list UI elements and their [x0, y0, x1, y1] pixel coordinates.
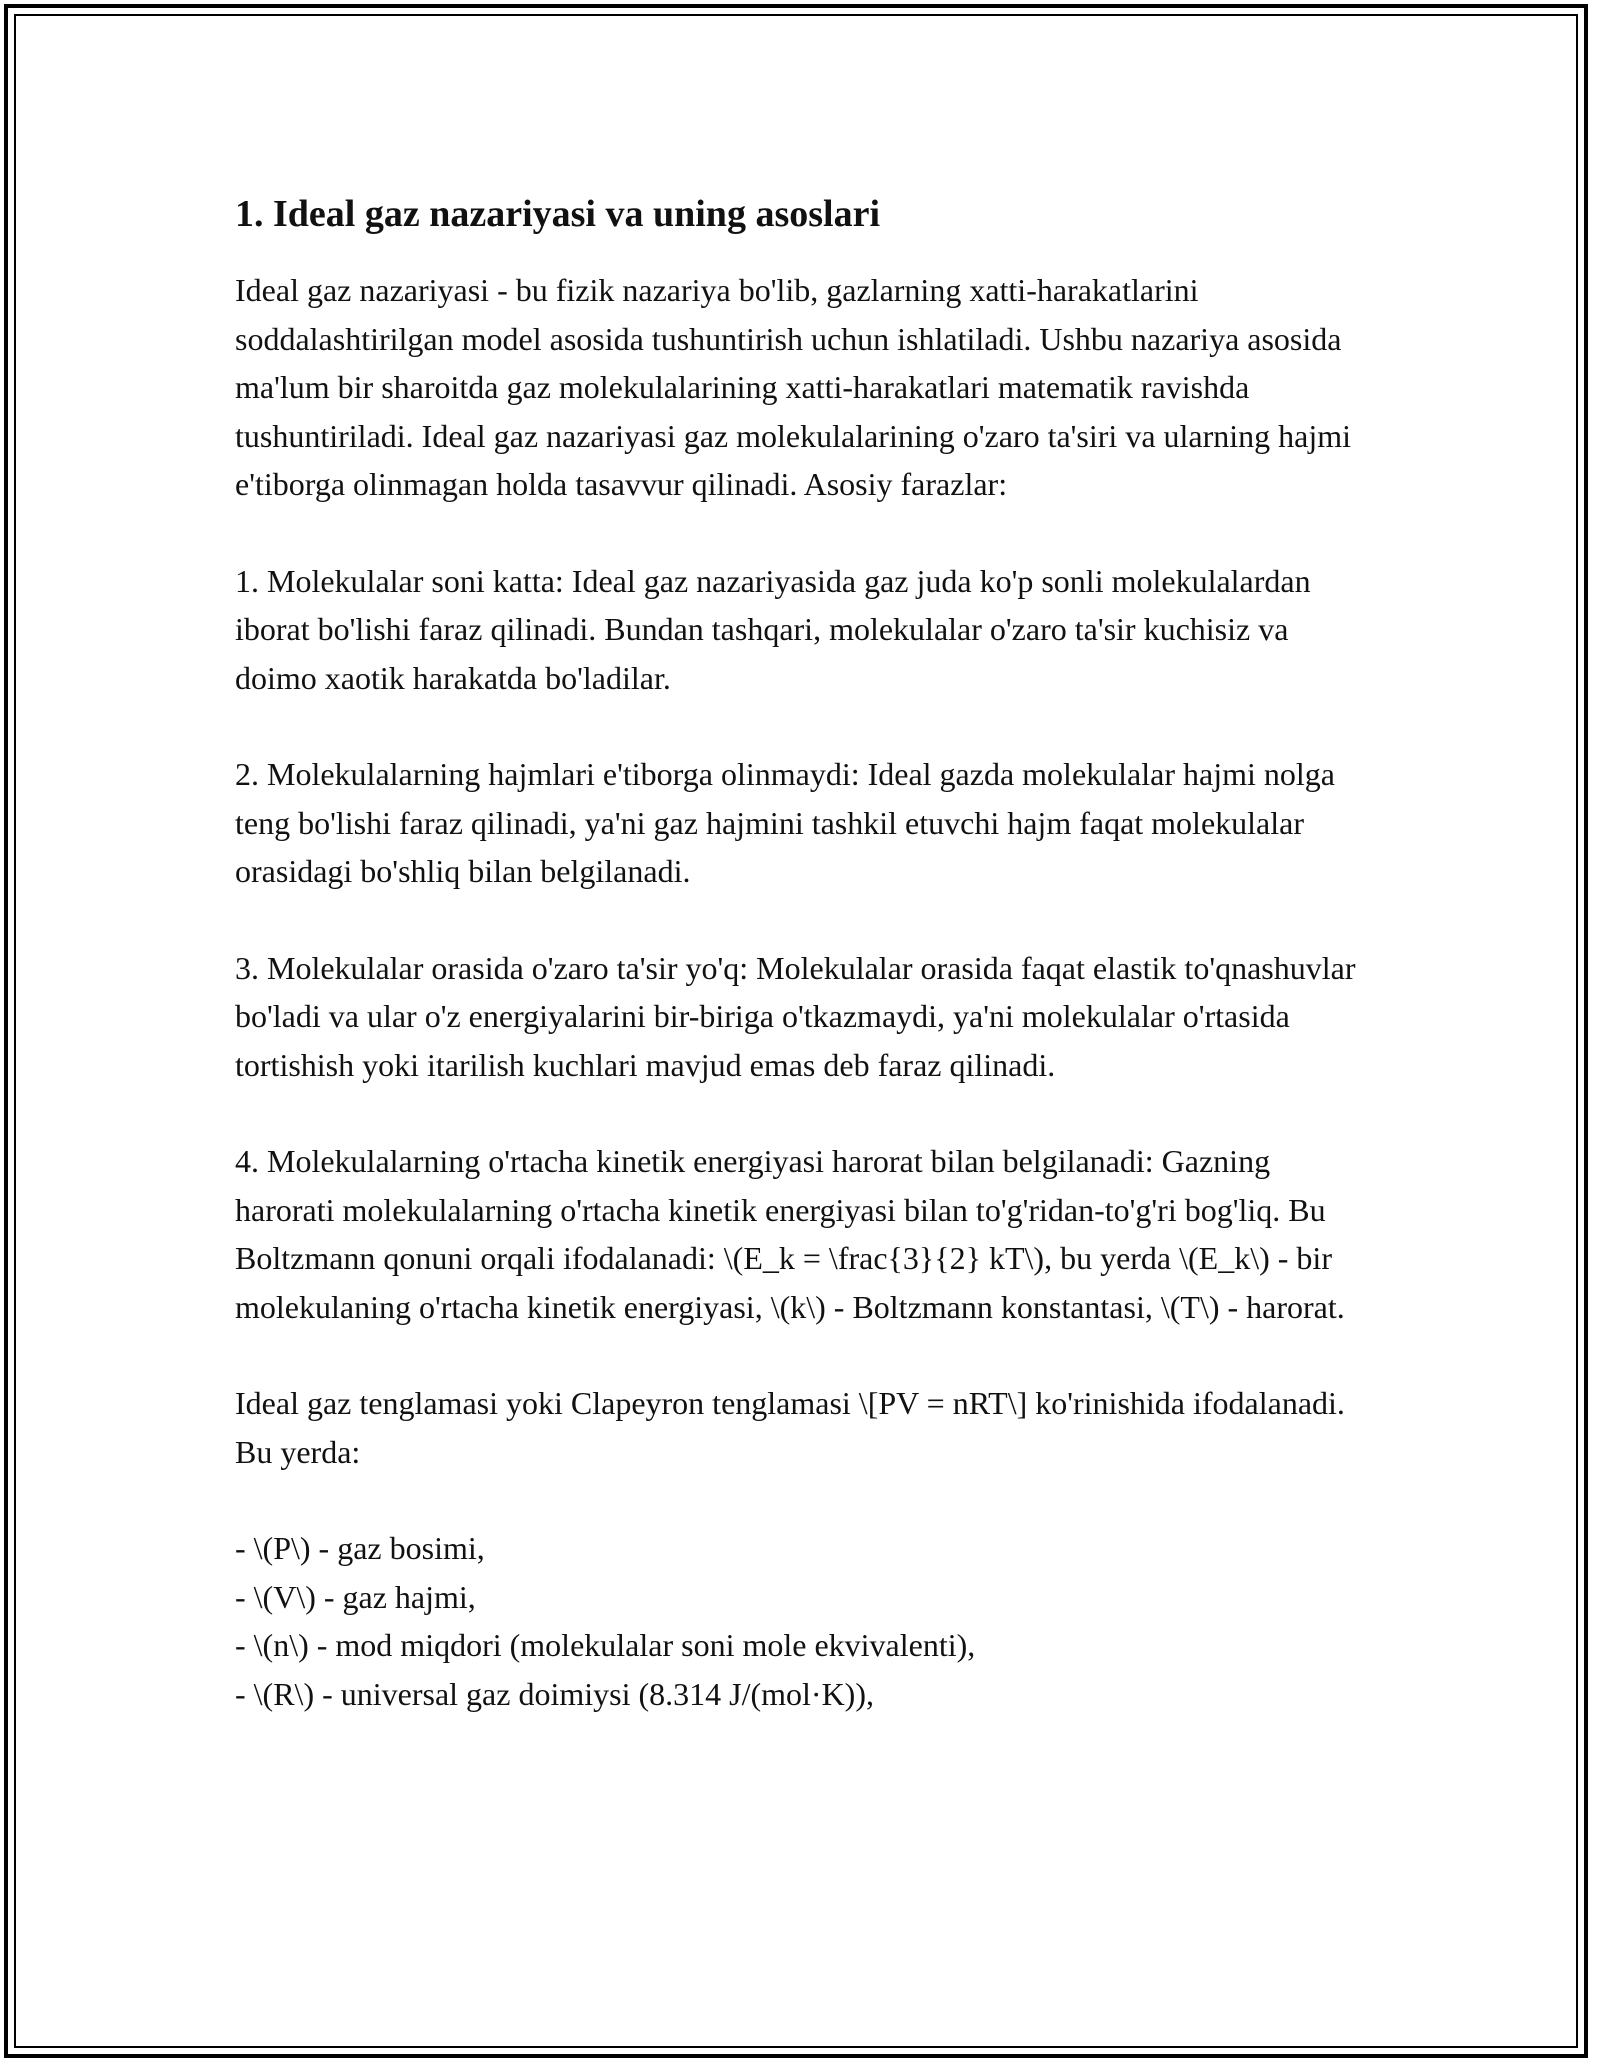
assumption-1-paragraph: 1. Molekulalar soni katta: Ideal gaz nazariyasida gaz juda ko'p sonli molekulalardan iborat bo'lishi faraz qilinadi. Bundan tashqari, molekulalar o'zaro ta'sir kuchisiz va doimo xaotik harakatda bo'ladilar. — [235, 562, 1311, 696]
assumption-3-paragraph: 3. Molekulalar orasida o'zaro ta'sir yo'q: Molekulalar orasida faqat elastik to'qnashuvlar bo'ladi va ular o'z energiyalarini bir-biriga o'tkazmaydi, ya'ni molekulalar o'rtasida tortishish yoki itarilish kuchlari mavjud emas deb faraz qilinadi. — [235, 949, 1356, 1083]
definition-gas-constant: - \(R\) - universal gaz doimiysi (8.314 J/(mol·K)), — [235, 1675, 874, 1712]
section-heading: 1. Ideal gaz nazariyasi va uning asoslari — [235, 193, 880, 235]
equation-paragraph: Ideal gaz tenglamasi yoki Clapeyron tenglamasi \[PV = nRT\] ko'rinishida ifodalanadi. Bu yerda: — [235, 1385, 1345, 1470]
definition-volume: - \(V\) - gaz hajmi, — [235, 1578, 476, 1615]
intro-paragraph: Ideal gaz nazariyasi - bu fizik nazariya bo'lib, gazlarning xatti-harakatlarini soddalashtirilgan model asosida tushuntirish uchun ishlatiladi. Ushbu nazariya asosida ma'lum bir sharoitda gaz molekulalarining xatti-harakatlari matematik ravishda tushuntiriladi. Ideal gaz nazariyasi gaz molekulalarining o'zaro ta'siri va ularning hajmi e'tiborga olinmagan holda tasavvur qilinadi. Asosiy farazlar: — [235, 272, 1352, 502]
definition-moles: - \(n\) - mod miqdori (molekulalar soni mole ekvivalenti), — [235, 1627, 976, 1663]
assumption-4-paragraph: 4. Molekulalarning o'rtacha kinetik energiyasi harorat bilan belgilanadi: Gazning harorati molekulalarning o'rtacha kinetik energiyasi bilan to'g'ridan-to'g'ri bog'liq. Bu Boltzmann qonuni orqali ifodalanadi: \(E_k = \frac{3}{2} kT\), bu yerda \(E_k\) - bir molekulaning o'rtacha kinetik energiyasi, \(k\) - Boltzmann konstantasi, \(T\) - harorat. — [235, 1143, 1345, 1325]
document-body — [235, 186, 1375, 1718]
definition-pressure: - \(P\) - gaz bosimi, — [235, 1530, 485, 1566]
assumption-2-paragraph: 2. Molekulalarning hajmlari e'tiborga olinmaydi: Ideal gazda molekulalar hajmi nolga teng bo'lishi faraz qilinadi, ya'ni gaz hajmini tashkil etuvchi hajm faqat molekulalar orasidagi bo'shliq bilan belgilanadi. — [235, 756, 1335, 889]
variable-definitions-list — [235, 1524, 1375, 1718]
